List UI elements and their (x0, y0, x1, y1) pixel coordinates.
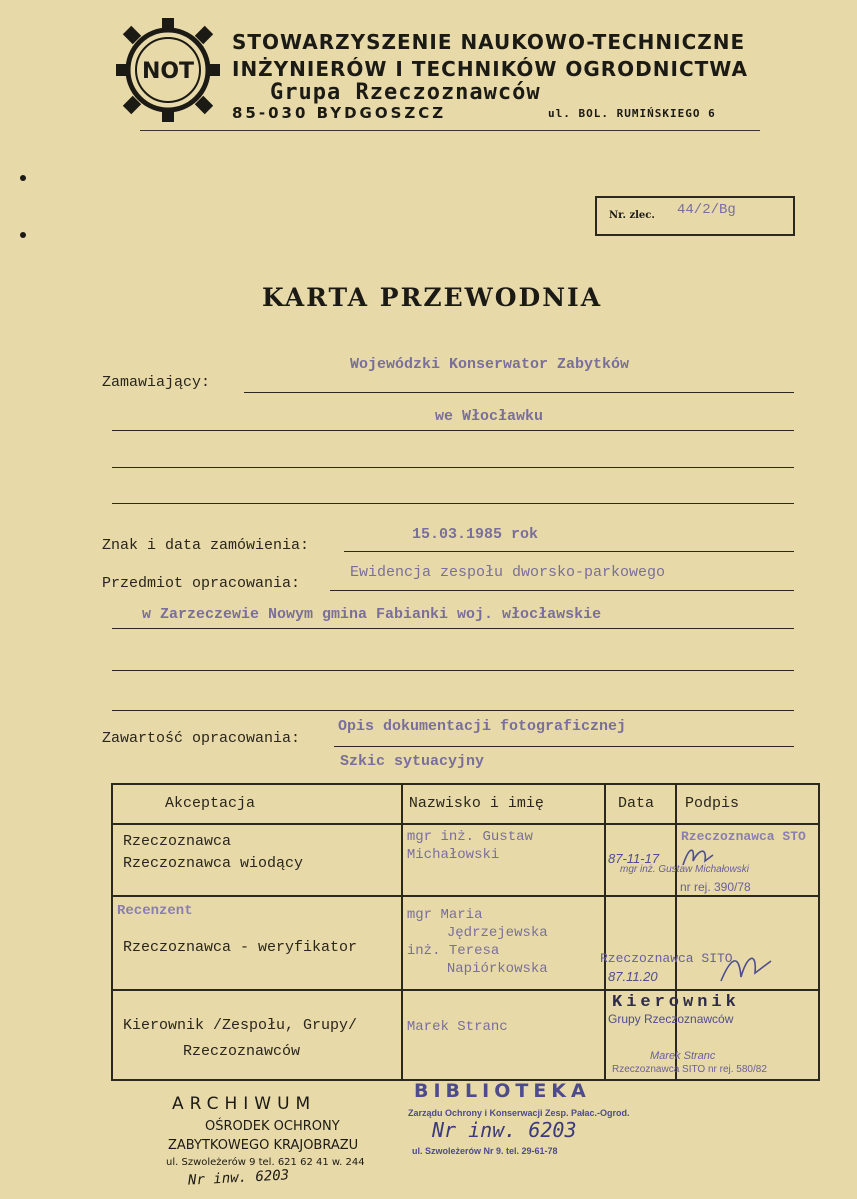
row1-name1: mgr inż. Gustaw (406, 829, 533, 845)
header-name: Nazwisko i imię (408, 795, 544, 812)
row1-stamp-name: mgr inż. Gustaw Michałowski (620, 864, 749, 875)
row3-stamp-group: Grupy Rzeczoznawców (608, 1012, 734, 1026)
archive-line4: ul. Szwoleżerów 9 tel. 621 62 41 w. 244 (166, 1157, 365, 1168)
order-number-value: 44/2/Bg (677, 202, 736, 218)
header-city: 85-030 BYDGOSZCZ (232, 104, 447, 122)
archive-line2: OŚRODEK OCHRONY (205, 1119, 340, 1134)
archive-handwritten: Nr inw. 6203 (187, 1167, 290, 1189)
header-street: ul. BOL. RUMIŃSKIEGO 6 (548, 107, 716, 120)
header-divider (140, 130, 760, 131)
row3-stamp-title: Kierownik (612, 993, 740, 1012)
client-line-rule1 (244, 392, 794, 393)
row1-name2: Michałowski (406, 847, 500, 863)
header-line1: STOWARZYSZENIE NAUKOWO-TECHNICZNE (232, 30, 746, 54)
header-acceptance: Akceptacja (165, 795, 256, 812)
client-line-rule4 (112, 503, 794, 504)
row1-stamp-reg: nr rej. 390/78 (680, 880, 751, 894)
row1-date: 87-11-17 (607, 851, 660, 866)
row3-role2: Rzeczoznawców (183, 1043, 301, 1060)
header-signature: Podpis (684, 795, 739, 812)
row2-signature-icon (717, 947, 777, 987)
row3-role1: Kierownik /Zespołu, Grupy/ (123, 1017, 358, 1034)
contents-line1: Opis dokumentacji fotograficznej (338, 718, 627, 735)
row2-name2: Jędrzejewska (446, 925, 548, 941)
header-date: Data (617, 795, 654, 812)
contents-line2: Szkic sytuacyjny (340, 753, 485, 770)
client-line-rule2 (112, 430, 794, 431)
punch-mark (20, 232, 26, 238)
row2-role: Rzeczoznawca - weryfikator (123, 939, 358, 956)
order-number-box (595, 196, 795, 236)
subject-line2: w Zarzeczewie Nowym gmina Fabianki woj. włocławskie (142, 606, 602, 623)
archive-line1: ARCHIWUM (172, 1094, 317, 1114)
row1-stamp-top: Rzeczoznawca STO (680, 829, 806, 844)
row1-role2: Rzeczoznawca wiodący (123, 855, 304, 872)
library-line2: Zarządu Ochrony i Konserwacji Zesp. Pałac.-Ogrod. (408, 1108, 630, 1118)
acceptance-table (111, 783, 820, 1081)
subject-rule2 (112, 628, 794, 629)
client-line2: we Włocławku (435, 408, 544, 425)
row2-name1: mgr Maria (406, 907, 483, 923)
subject-rule3 (112, 670, 794, 671)
logo-text: NOT (141, 59, 195, 84)
subject-line1: Ewidencja zespołu dworsko-parkowego (350, 564, 666, 581)
library-title: BIBLIOTEKA (414, 1080, 591, 1102)
library-handwritten: Nr inw. 6203 (432, 1118, 577, 1142)
not-logo-icon (112, 14, 224, 126)
row1-role1: Rzeczoznawca (123, 833, 232, 850)
order-ref-label: Znak i data zamówienia: (102, 537, 310, 554)
client-line1: Wojewódzki Konserwator Zabytków (350, 356, 630, 373)
row3-stamp-reg: Rzeczoznawca SITO nr rej. 580/82 (612, 1064, 767, 1075)
table-row (112, 896, 819, 990)
header-line2: INŻYNIERÓW I TECHNIKÓW OGRODNICTWA (232, 57, 748, 81)
row3-stamp-name: Marek Stranc (650, 1050, 716, 1062)
subject-rule4 (112, 710, 794, 711)
order-number-label: Nr. zlec. (609, 210, 655, 221)
row3-name: Marek Stranc (406, 1019, 508, 1035)
row2-date: 87.11.20 (607, 969, 658, 984)
contents-rule (334, 746, 794, 747)
client-label: Zamawiający: (102, 374, 211, 391)
table-header-row (112, 784, 819, 824)
row2-name4: Napiórkowska (446, 961, 548, 977)
order-ref-value: 15.03.1985 rok (412, 526, 539, 543)
library-line3: ul. Szwoleżerów Nr 9. tel. 29-61-78 (412, 1146, 558, 1156)
subject-rule1 (330, 590, 794, 591)
client-line-rule3 (112, 467, 794, 468)
row2-stamp: Rzeczoznawca SITO (599, 951, 733, 966)
row2-role-stamp: Recenzent (117, 903, 193, 919)
row2-name3: inż. Teresa (406, 943, 500, 959)
page-title: KARTA PRZEWODNIA (262, 283, 603, 312)
punch-mark (20, 175, 26, 181)
subject-label: Przedmiot opracowania: (102, 575, 301, 592)
contents-label: Zawartość opracowania: (102, 730, 301, 747)
order-ref-rule (344, 551, 794, 552)
header-line3: Grupa Rzeczoznawców (270, 80, 541, 105)
archive-line3: ZABYTKOWEGO KRAJOBRAZU (168, 1138, 359, 1153)
